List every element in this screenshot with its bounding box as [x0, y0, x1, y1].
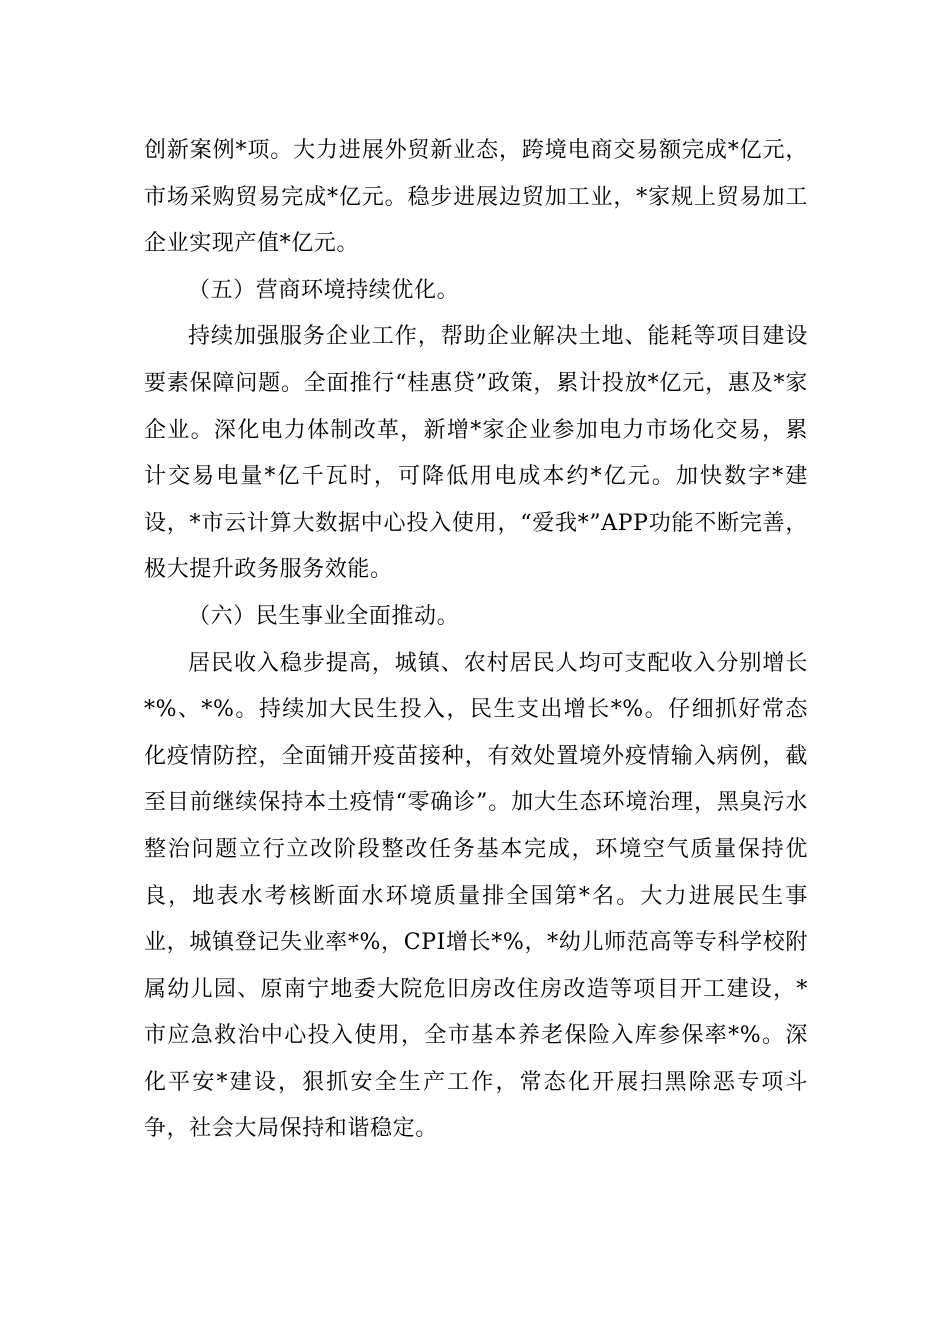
document-body [144, 128, 808, 1153]
section-heading-six: （六）民生事业全面推动。 [188, 603, 460, 629]
paragraph-livelihood: 居民收入稳步提高，城镇、农村居民人均可支配收入分别增长*%、*%。持续加大民生投入，民生支出增长*%。仔细抓好常态化疫情防控，全面铺开疫苗接种，有效处置境外疫情输入病例，截至目前继续保持本土疫情“零确诊”。加大生态环境治理，黑臭污水整治问题立行立改阶段整改任务基本完成，环境空气质量保持优良，地表水考核断面水环境质量排全国第*名。大力进展民生事业，城镇登记失业率*%，CPI增长*%，*幼儿师范高等专科学校附属幼儿园、原南宁地委大院危旧房改住房改造等项目开工建设，*市应急救治中心投入使用，全市基本养老保险入库参保率*%。深化平安*建设，狠抓安全生产工作，常态化开展扫黑除恶专项斗争，社会大局保持和谐稳定。 [144, 650, 808, 1142]
section-heading-five: （五）营商环境持续优化。 [188, 277, 460, 303]
paragraph-continuation: 创新案例*项。大力进展外贸新业态，跨境电商交易额完成*亿元，市场采购贸易完成*亿元。稳步进展边贸加工业，*家规上贸易加工企业实现产值*亿元。 [144, 138, 808, 257]
paragraph-business-environment: 持续加强服务企业工作，帮助企业解决土地、能耗等项目建设要素保障问题。全面推行“桂惠贷”政策，累计投放*亿元，惠及*家企业。深化电力体制改革，新增*家企业参加电力市场化交易，累计交易电量*亿千瓦时，可降低用电成本约*亿元。加快数字*建设，*市云计算大数据中心投入使用，“爱我*”APP功能不断完善，极大提升政务服务效能。 [144, 324, 808, 583]
